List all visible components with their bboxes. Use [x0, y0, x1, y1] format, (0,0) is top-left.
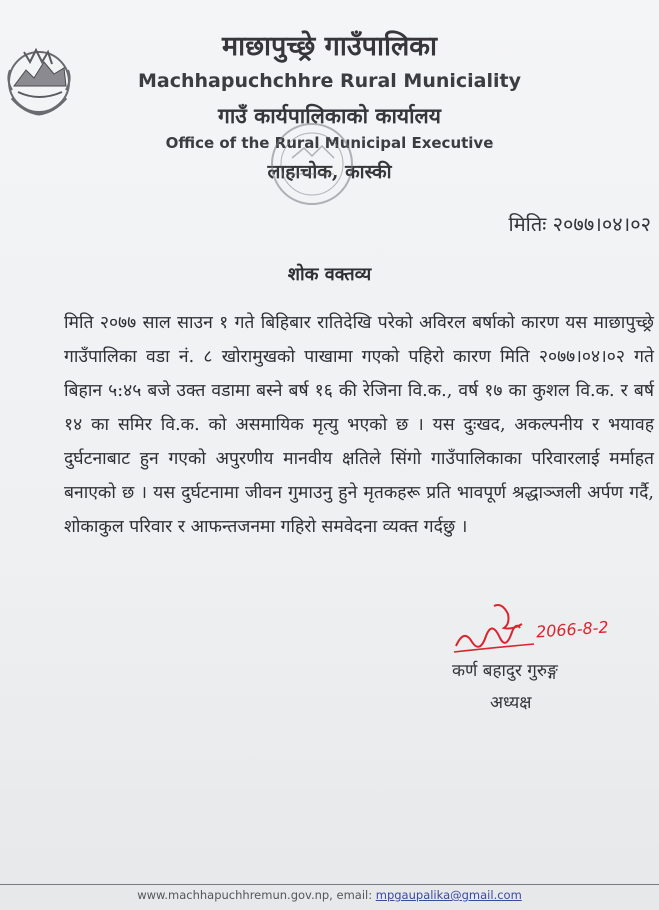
letter-subject: शोक वक्तव्य	[287, 264, 372, 285]
signer-name: कर्ण बहादुर गुरुङ्ग	[452, 661, 558, 681]
office-name-english: Office of the Rural Municipal Executive	[165, 134, 494, 152]
footer-contact	[0, 888, 659, 902]
official-seal-stamp	[262, 118, 362, 210]
office-name-nepali: गाउँ कार्यपालिकाको कार्यालय	[218, 103, 441, 128]
signature-date: 2066-8-2	[535, 617, 610, 642]
footer-email: mpgaupalika@gmail.com	[375, 888, 522, 902]
letter-date: मितिः २०७७।०४।०२	[508, 212, 651, 236]
municipality-name-nepali: माछापुच्छ्रे गाउँपालिका	[221, 31, 437, 62]
footer-website: www.machhapuchhremun.gov.np,	[137, 888, 333, 902]
municipality-name-english: Machhapuchchhre Rural Municiality	[137, 70, 521, 92]
letter-body: मिति २०७७ साल साउन १ गते बिहिबार रातिदेखि परेको अविरल बर्षाको कारण यस माछापुच्छ्रे गाउँपालिका वडा नं. ८ खोरामुखको पाखामा गएको पहिरो कारण मिति २०७७।०४।०२ गते बिहान ५:४५ बजे उक्त वडामा बस्ने बर्ष १६ की रेजिना वि.क., वर्ष १७ का कुशल वि.क. र बर्ष १४ का समिर वि.क. को असमायिक मृत्यु भएको छ । यस दुःखद, अकल्पनीय र भयावह दुर्घटनाबाट हुन गएको अपुरणीय मानवीय क्षतिले सिंगो गाउँपालिकाका परिवारलाई मर्माहत बनाएको छ । यस दुर्घटनामा जीवन गुमाउनु हुने मृतकहरू प्रति भावपूर्ण श्रद्धाञ्जली अर्पण गर्दै, शोकाकुल परिवार र आफन्तजनमा गहिरो समवेदना व्यक्त गर्दछु ।	[64, 313, 654, 537]
signer-role: अध्यक्ष	[490, 693, 532, 713]
office-location: लाहाचोक, कास्की	[267, 161, 392, 183]
footer-divider	[0, 884, 659, 885]
footer-email-label: email:	[336, 888, 373, 902]
